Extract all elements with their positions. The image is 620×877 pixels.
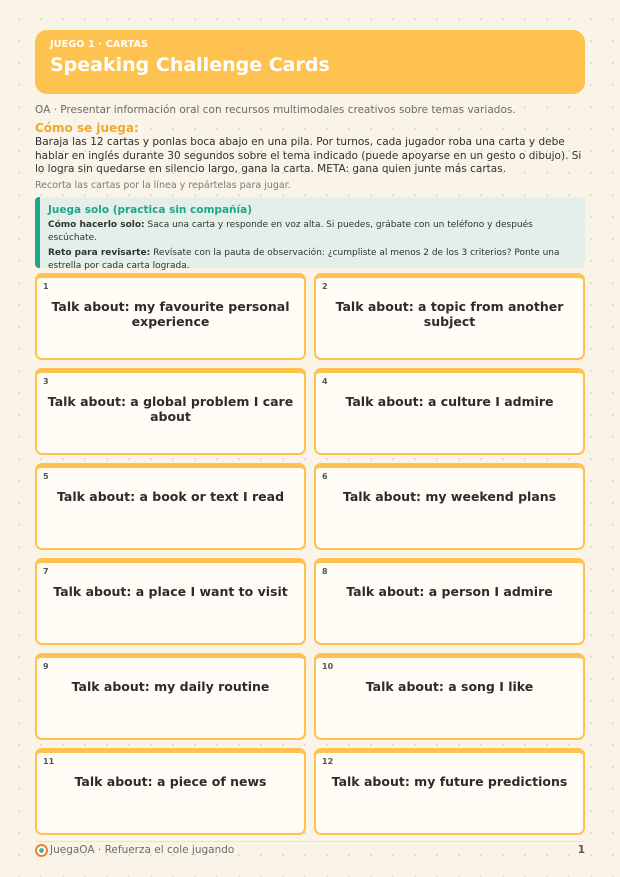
card-prompt: Talk about: a topic from another subject [335, 299, 564, 329]
card-number: 6 [322, 472, 328, 481]
learning-objective: OA · Presentar información oral con recursos multimodales creativos sobre temas variados. [35, 104, 516, 116]
card-prompt: Talk about: my future predictions [331, 774, 568, 789]
solo-check-label: Reto para revisarte: [48, 248, 151, 258]
card-prompt: Talk about: my weekend plans [342, 489, 557, 504]
card-number: 7 [43, 567, 49, 576]
card-prompt: Talk about: my daily routine [71, 679, 270, 694]
card-prompt: Talk about: a culture I admire [345, 394, 554, 409]
challenge-card[interactable] [314, 558, 585, 645]
challenge-card[interactable] [314, 653, 585, 740]
card-number: 5 [43, 472, 49, 481]
solo-title: Juega solo (practica sin compañía) [48, 204, 252, 216]
solo-how [48, 219, 575, 244]
solo-how-text: Saca una carta y responde en voz alta. Si puedes, grábate con un teléfono y después escúchate. [48, 220, 533, 243]
challenge-card[interactable] [35, 558, 306, 645]
card-prompt: Talk about: a piece of news [74, 774, 267, 789]
challenge-card[interactable] [35, 273, 306, 360]
card-prompt: Talk about: a song I like [365, 679, 534, 694]
solo-how-label: Cómo hacerlo solo: [48, 220, 145, 230]
challenge-card[interactable] [314, 463, 585, 550]
challenge-card[interactable] [35, 748, 306, 835]
logo-icon [35, 844, 48, 857]
card-prompt: Talk about: a place I want to visit [53, 584, 288, 599]
how-to-heading: Cómo se juega: [35, 121, 139, 135]
page-title: Speaking Challenge Cards [50, 54, 330, 76]
card-number: 8 [322, 567, 328, 576]
card-number: 9 [43, 662, 49, 671]
card-number: 1 [43, 282, 49, 291]
card-number: 3 [43, 377, 49, 386]
game-label: JUEGO 1 · CARTAS [50, 39, 149, 50]
challenge-card[interactable] [35, 653, 306, 740]
challenge-card[interactable] [314, 273, 585, 360]
challenge-card[interactable] [314, 748, 585, 835]
how-to-instructions: Baraja las 12 cartas y ponlas boca abajo en una pila. Por turnos, cada jugador roba una carta y debe hablar en inglés durante 30 segundos sobre el tema indicado (puede apoyarse en un gesto o dibujo). Si lo logra sin quedarse en silencio largo, gana la carta. META: gana quien junte más cartas. [35, 136, 582, 176]
card-number: 12 [322, 757, 334, 766]
solo-check-text: Revísate con la pauta de observación: ¿cumpliste al menos 2 de los 3 criterios? Ponte una estrella por cada carta lograda. [48, 248, 560, 271]
card-number: 4 [322, 377, 328, 386]
challenge-card[interactable] [35, 368, 306, 455]
card-prompt: Talk about: a book or text I read [56, 489, 285, 504]
page-number: 1 [577, 844, 585, 856]
card-prompt: Talk about: my favourite personal experience [51, 299, 290, 329]
card-grid [35, 273, 585, 836]
challenge-card[interactable] [35, 463, 306, 550]
card-prompt: Talk about: a global problem I care about [47, 394, 294, 424]
header-banner [35, 30, 585, 94]
solo-check [48, 247, 575, 272]
card-prompt: Talk about: a person I admire [346, 584, 553, 599]
solo-play-box [35, 197, 585, 271]
challenge-card[interactable] [314, 368, 585, 455]
footer-brand: JuegaOA · Refuerza el cole jugando [50, 844, 235, 856]
footer-divider [35, 841, 585, 842]
card-number: 11 [43, 757, 55, 766]
card-number: 2 [322, 282, 328, 291]
card-number: 10 [322, 662, 334, 671]
cut-note: Recorta las cartas por la línea y repártelas para jugar. [35, 180, 291, 191]
